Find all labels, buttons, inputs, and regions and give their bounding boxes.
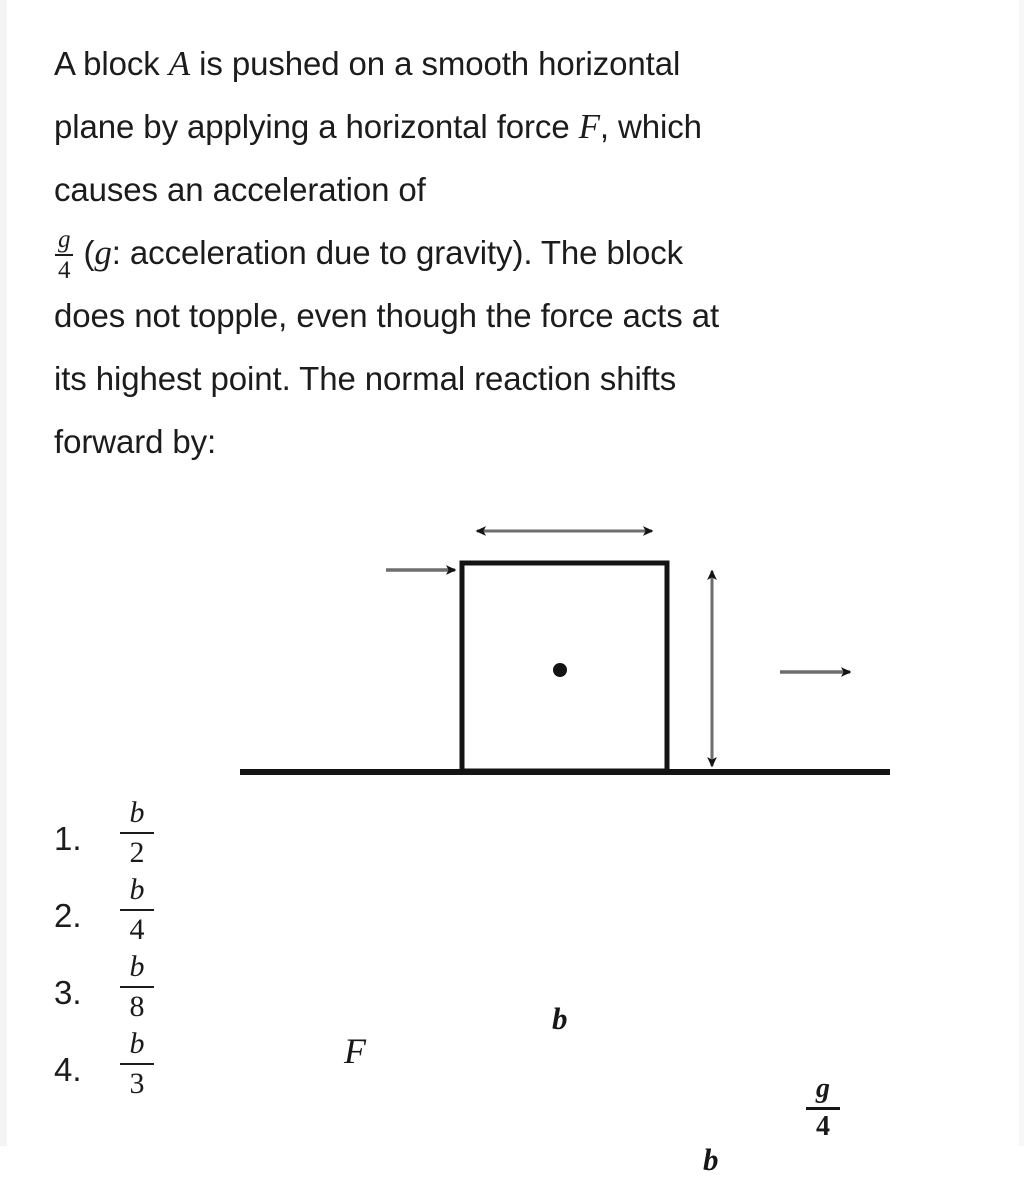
acceleration-denominator: 4 <box>816 1111 830 1142</box>
option-fraction-bar <box>120 986 154 988</box>
acceleration-fraction-bar <box>806 1107 840 1110</box>
option-fraction <box>116 952 158 1022</box>
option-numerator: b <box>129 873 145 906</box>
option-denominator: 3 <box>129 1067 145 1100</box>
question-line <box>54 95 954 158</box>
option-index: 3. <box>54 974 82 1011</box>
option-denominator: 2 <box>129 836 145 869</box>
question-text: : acceleration due to gravity). The block <box>111 234 684 271</box>
question-statement <box>54 32 954 473</box>
question-text: A block <box>54 45 169 82</box>
math-variable: F <box>578 107 600 146</box>
center-of-mass-dot <box>553 663 567 677</box>
answer-option[interactable] <box>54 952 454 1029</box>
diagram-svg <box>0 492 1024 792</box>
question-line <box>54 284 954 347</box>
fraction-bar <box>55 254 73 256</box>
question-text: forward by: <box>54 423 217 460</box>
width-label: b <box>552 1001 568 1036</box>
inline-fraction <box>55 227 73 283</box>
option-denominator: 8 <box>129 990 145 1023</box>
fraction-numerator: g <box>58 225 71 253</box>
question-text: is pushed on a smooth horizontal <box>190 45 681 82</box>
question-line <box>54 347 954 410</box>
question-line <box>54 410 954 473</box>
option-fraction <box>116 1029 158 1099</box>
question-text: its highest point. The normal reaction shifts <box>54 360 677 397</box>
math-variable: A <box>168 44 191 83</box>
option-denominator: 4 <box>129 913 145 946</box>
force-label: F <box>344 1031 366 1071</box>
acceleration-label <box>806 1075 840 1141</box>
option-fraction <box>116 875 158 945</box>
answer-option[interactable] <box>54 875 454 952</box>
question-text: , which <box>599 108 702 145</box>
block-diagram <box>0 492 1024 1177</box>
option-fraction-bar <box>120 1063 154 1065</box>
math-variable: g <box>94 233 112 272</box>
question-text: plane by applying a horizontal force <box>54 108 579 145</box>
question-line <box>54 32 954 95</box>
fraction-denominator: 4 <box>58 256 71 284</box>
answer-option[interactable] <box>54 798 454 875</box>
acceleration-numerator: g <box>816 1073 830 1104</box>
option-index: 1. <box>54 820 82 857</box>
option-numerator: b <box>129 796 145 829</box>
answer-option[interactable] <box>54 1029 454 1106</box>
answer-options <box>54 798 454 1106</box>
option-fraction <box>116 798 158 868</box>
option-numerator: b <box>129 950 145 983</box>
option-index: 2. <box>54 897 82 934</box>
option-fraction-bar <box>120 832 154 834</box>
option-index: 4. <box>54 1051 82 1088</box>
height-label: b <box>703 1142 719 1177</box>
question-line <box>54 158 954 221</box>
question-text: ( <box>74 234 95 271</box>
question-text: does not topple, even though the force acts at <box>54 297 720 334</box>
option-numerator: b <box>129 1027 145 1060</box>
option-fraction-bar <box>120 909 154 911</box>
question-text: causes an acceleration of <box>54 171 426 208</box>
question-line <box>54 221 954 284</box>
